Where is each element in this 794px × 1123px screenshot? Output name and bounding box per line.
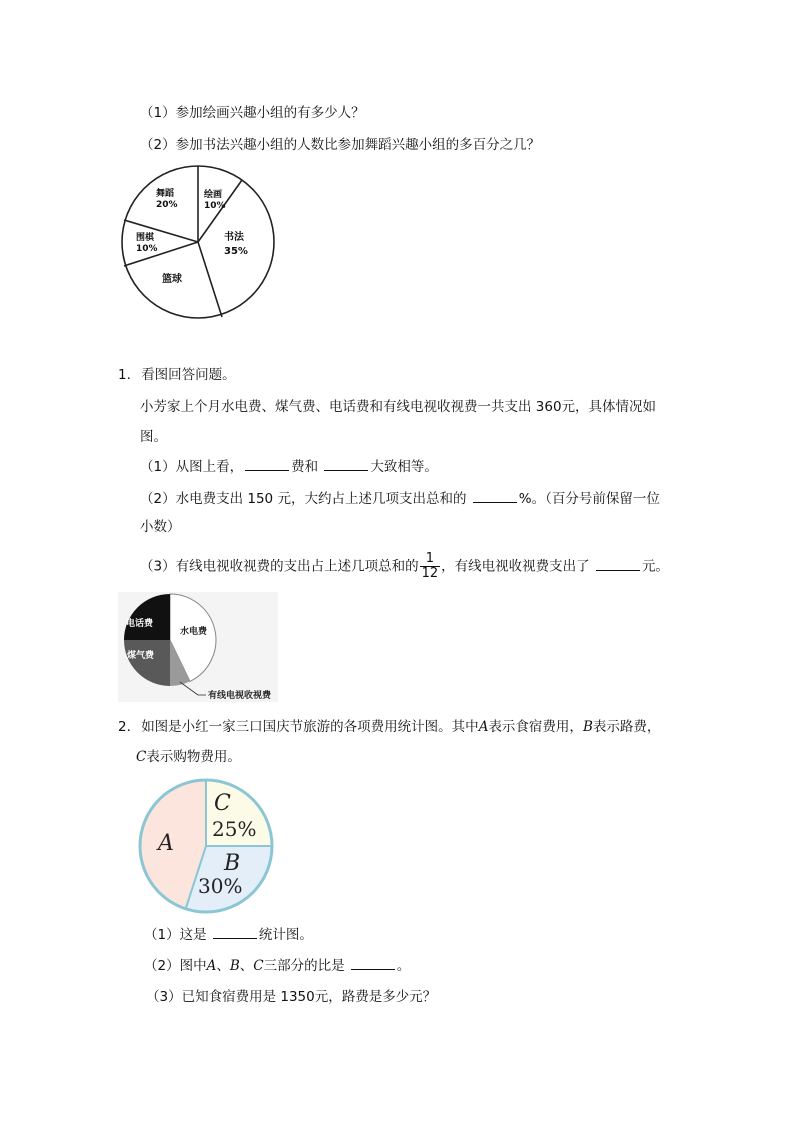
problem-1-intro-line2: 图。: [140, 429, 167, 445]
var-a: A: [478, 719, 489, 735]
p2-q2-text-c: 。: [396, 958, 411, 974]
q1-text-c: 大致相等。: [370, 459, 438, 475]
slice-pct-b: 30%: [198, 874, 243, 898]
slice-label-water: 水电费: [180, 627, 208, 637]
problem-2-line2: [136, 748, 241, 766]
problem-number: 1.: [118, 367, 131, 383]
question-drawing-count: （1）参加绘画兴趣小组的有多少人？: [140, 105, 365, 121]
answer-blank[interactable]: [596, 558, 640, 571]
problem-2-q2: [144, 957, 410, 975]
slice-label-drawing: 绘画: [204, 190, 223, 200]
p2-q2-text-b: 三部分的比是: [263, 958, 345, 974]
p2-q1-text-a: （1）这是: [144, 927, 207, 943]
slice-label-a: A: [158, 831, 174, 856]
var-c: C: [253, 958, 264, 974]
slice-label-c: C: [214, 791, 231, 816]
q1-text-b: 费和: [291, 459, 319, 475]
q2-text-b: %。（百分号前保留一位: [518, 491, 660, 507]
var-b: B: [582, 719, 593, 735]
q1-text-a: （1）从图上看，: [140, 459, 244, 475]
q2-text-a: （2）水电费支出 150 元，大约占上述几项支出总和的: [140, 491, 467, 507]
p2-text-c: 表示路费，: [592, 719, 661, 735]
problem-1-q1: [140, 458, 438, 476]
question-calligraphy-vs-dance: （2）参加书法兴趣小组的人数比参加舞蹈兴趣小组的多百分之几？: [140, 137, 541, 153]
p2-q2-text-a: （2）图中: [144, 958, 207, 974]
var-c: C: [136, 749, 147, 765]
travel-expenses-pie-chart: [136, 776, 276, 916]
slice-label-b: B: [224, 851, 241, 876]
q3-text-a: （3）有线电视收视费的支出占上述几项总和的: [140, 558, 419, 575]
slice-pct-dance: 20%: [156, 200, 178, 210]
p2-text-a: 如图是小红一家三口国庆节旅游的各项费用统计图。其中: [141, 719, 479, 735]
slice-pct-drawing: 10%: [204, 201, 226, 211]
slice-pct-calligraphy: 35%: [224, 246, 248, 257]
p2-text-b: 表示食宿费用，: [488, 719, 583, 735]
problem-1-intro-line1: 小芳家上个月水电费、煤气费、电话费和有线电视收视费一共支出 360元，具体情况如: [140, 399, 657, 415]
separator: 、: [239, 958, 254, 974]
answer-blank[interactable]: [324, 458, 368, 471]
answer-blank[interactable]: [213, 926, 257, 939]
slice-pct-go: 10%: [136, 244, 158, 254]
slice-label-gas: 煤气费: [127, 651, 155, 661]
p2-text-line2: 表示购物费用。: [146, 749, 241, 765]
household-expenses-pie-chart: [118, 592, 280, 704]
slice-label-dance: 舞蹈: [156, 189, 175, 199]
answer-blank[interactable]: [245, 458, 289, 471]
var-b: B: [229, 958, 240, 974]
problem-number: 2.: [118, 719, 131, 735]
slice-pct-c: 25%: [212, 817, 257, 841]
answer-blank[interactable]: [473, 490, 517, 503]
problem-1-q2: [140, 490, 660, 508]
fraction-one-twelfth: $\frac{1}{12}$: [421, 551, 439, 581]
problem-2-q3: （3）已知食宿费用是 1350元，路费是多少元？: [146, 989, 437, 1005]
slice-label-phone: 电话费: [126, 619, 154, 629]
slice-label-tv: 有线电视收视费: [208, 691, 272, 701]
p2-q1-text-b: 统计图。: [258, 927, 313, 943]
interest-groups-pie-chart: [118, 160, 280, 324]
q3-text-c: 元。: [641, 558, 669, 575]
slice-label-calligraphy: 书法: [224, 232, 244, 243]
problem-1-q3: [140, 552, 669, 581]
problem-title: 看图回答问题。: [141, 367, 236, 383]
slice-label-basketball: 篮球: [162, 274, 182, 285]
slice-label-go: 围棋: [136, 233, 155, 243]
problem-2-q1: [144, 926, 313, 944]
problem-2-line1: [118, 718, 660, 736]
problem-1-q2-cont: 小数）: [140, 519, 181, 535]
var-a: A: [206, 958, 217, 974]
q3-text-b: ，有线电视收视费支出了: [441, 558, 590, 575]
answer-blank[interactable]: [351, 957, 395, 970]
problem-1-heading: [118, 366, 236, 384]
separator: 、: [216, 958, 230, 974]
